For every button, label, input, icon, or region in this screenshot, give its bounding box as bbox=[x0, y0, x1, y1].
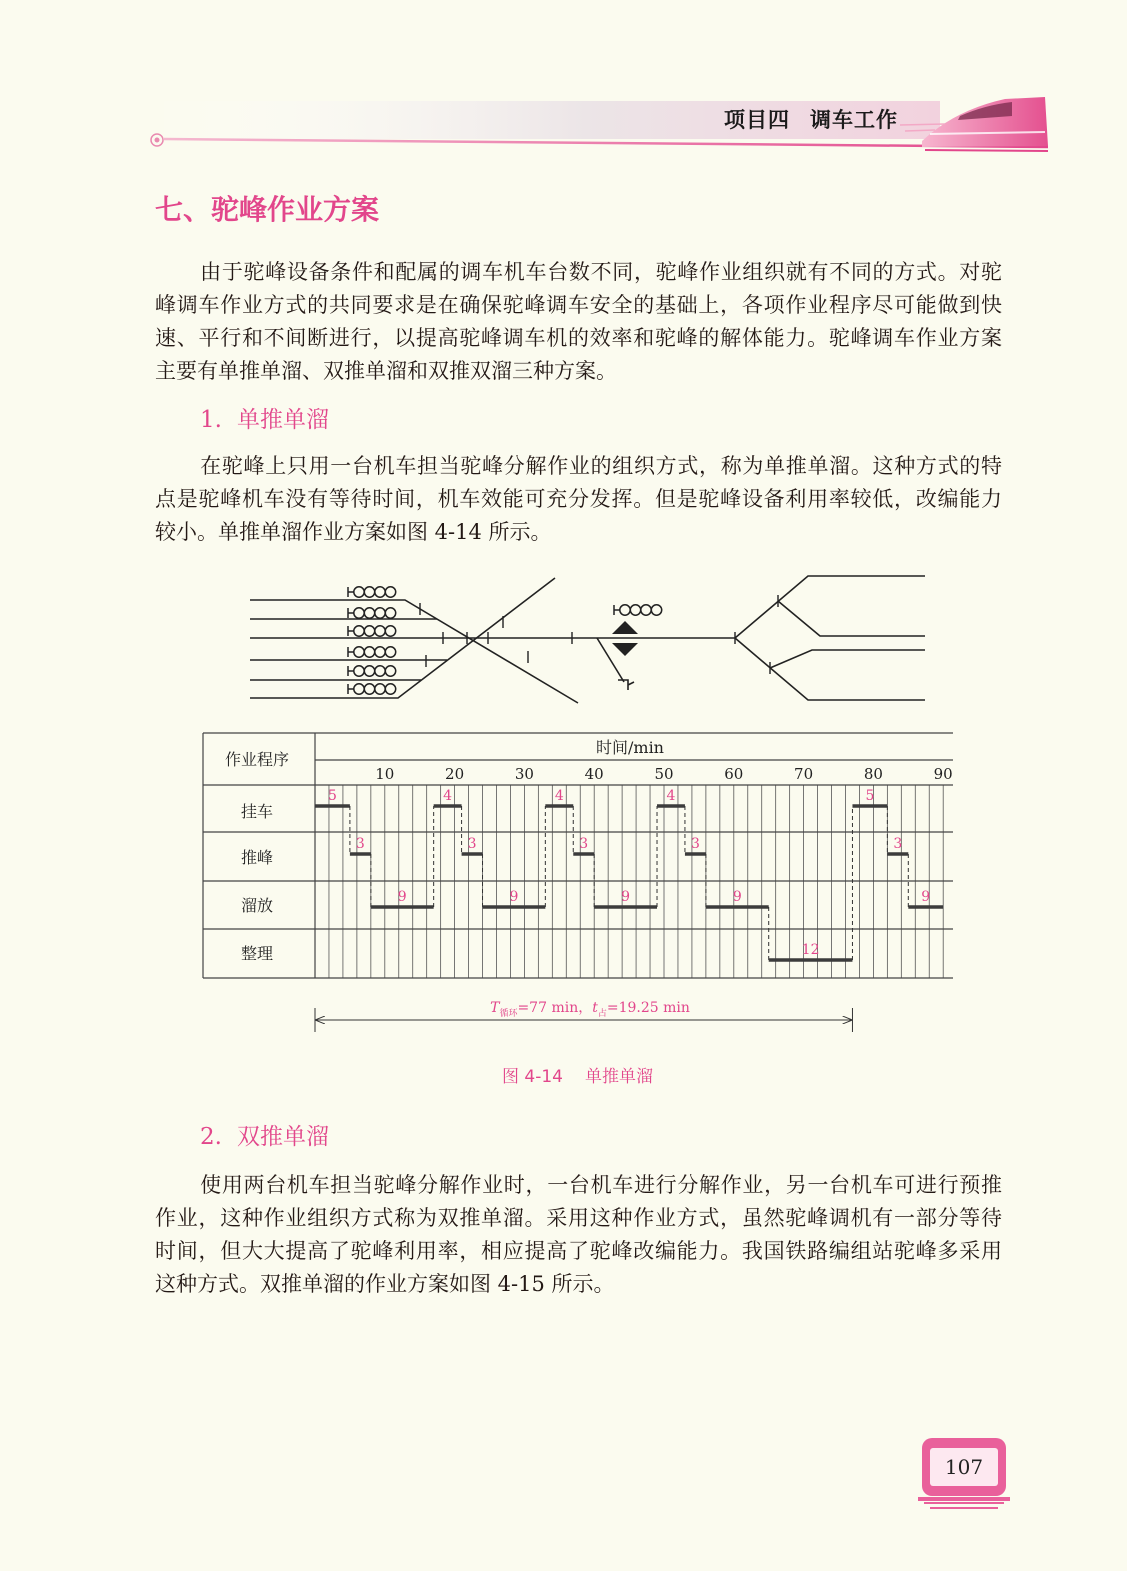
track-line bbox=[735, 576, 925, 638]
badge-wheels-icon bbox=[924, 1503, 1004, 1508]
subsection-title: 双推单溜 bbox=[237, 1124, 329, 1150]
classification-track-fan bbox=[735, 576, 925, 700]
cycle-T-subscript: 循环 bbox=[499, 1009, 518, 1019]
paragraph-line: 点是驼峰机车没有等待时间，机车效能可充分发挥。但是驼峰设备利用率较低，改编能力 bbox=[155, 487, 1002, 511]
operation-duration-label: 3 bbox=[893, 836, 903, 852]
operation-duration-label: 4 bbox=[666, 788, 676, 804]
page-number: 107 bbox=[944, 1455, 984, 1479]
cycle-T-value: =77 min， bbox=[517, 1000, 593, 1016]
paragraph-line: 较小。单推单溜作业方案如图 4-14 所示。 bbox=[155, 520, 552, 544]
paragraph-line: 主要有单推单溜、双推单溜和双推双溜三种方案。 bbox=[155, 359, 617, 383]
time-tick-label: 90 bbox=[933, 765, 953, 783]
operation-bars bbox=[315, 788, 943, 960]
cycle-t-value: =19.25 min bbox=[606, 1000, 690, 1016]
row-label-tidying: 整理 bbox=[240, 944, 274, 963]
row-label-coupling: 挂车 bbox=[240, 802, 274, 821]
track-line bbox=[778, 601, 925, 636]
row-header-label: 作业程序 bbox=[224, 750, 290, 769]
operation-duration-label: 3 bbox=[467, 836, 477, 852]
row-label-pushing: 推峰 bbox=[240, 848, 274, 867]
operation-duration-label: 5 bbox=[865, 788, 875, 804]
cycle-T-symbol: T bbox=[490, 1000, 500, 1016]
figure-number: 图 4-14 bbox=[502, 1067, 563, 1087]
section-intro-paragraph bbox=[155, 256, 1002, 388]
header-bullet-dot bbox=[155, 138, 160, 143]
wagon-group-icon bbox=[348, 684, 396, 694]
operation-duration-label: 4 bbox=[443, 788, 453, 804]
operation-duration-label: 9 bbox=[921, 889, 931, 905]
hump-yard-track-diagram bbox=[245, 570, 935, 710]
operation-duration-label: 4 bbox=[554, 788, 564, 804]
operation-duration-label: 12 bbox=[801, 942, 820, 958]
cycle-t-symbol: t bbox=[592, 1000, 598, 1016]
time-tick-label: 10 bbox=[375, 765, 395, 783]
operation-duration-label: 3 bbox=[690, 836, 700, 852]
page-number-badge bbox=[915, 1432, 1015, 1514]
hump-up-triangle-icon bbox=[612, 621, 638, 634]
operation-duration-label: 9 bbox=[621, 889, 631, 905]
cycle-annotation bbox=[490, 1000, 690, 1019]
operation-duration-label: 9 bbox=[397, 889, 407, 905]
subsection-2-paragraph bbox=[155, 1169, 1002, 1301]
track-line bbox=[735, 638, 925, 700]
time-tick-label: 20 bbox=[445, 765, 465, 783]
chapter-label: 项目四 bbox=[724, 108, 790, 132]
wagon-group-icon bbox=[348, 608, 396, 618]
wagon-group-icon bbox=[348, 666, 396, 676]
operation-duration-label: 9 bbox=[732, 889, 742, 905]
wagon-group-icon bbox=[348, 587, 396, 597]
track-line bbox=[770, 650, 925, 668]
time-tick-label: 70 bbox=[794, 765, 814, 783]
time-tick-label: 80 bbox=[863, 765, 883, 783]
wagon-group-icon bbox=[348, 626, 396, 636]
subsection-heading-1 bbox=[200, 407, 329, 433]
paragraph-line: 在驼峰上只用一台机车担当驼峰分解作业的组织方式，称为单推单溜。这种方式的特 bbox=[200, 454, 1002, 478]
subsection-1-paragraph bbox=[155, 450, 1002, 549]
figure-caption bbox=[502, 1066, 653, 1088]
paragraph-line: 这种方式。双推单溜的作业方案如图 4-15 所示。 bbox=[155, 1272, 615, 1296]
subsection-number: 1. bbox=[200, 407, 222, 433]
operation-duration-label: 3 bbox=[579, 836, 589, 852]
subsection-title: 单推单溜 bbox=[237, 407, 329, 433]
header-rule bbox=[164, 139, 1048, 147]
shunting-schedule-chart bbox=[195, 725, 965, 1045]
time-tick-label: 50 bbox=[654, 765, 674, 783]
section-title: 七、驼峰作业方案 bbox=[155, 193, 380, 226]
paragraph-line: 作业，这种作业组织方式称为双推单溜。采用这种作业方式，虽然驼峰调机有一部分等待 bbox=[155, 1206, 1002, 1230]
time-tick-label: 60 bbox=[724, 765, 744, 783]
time-tick-label: 40 bbox=[584, 765, 604, 783]
time-tick-labels bbox=[375, 765, 952, 783]
chapter-title: 调车工作 bbox=[810, 108, 898, 132]
paragraph-line: 速、平行和不间断进行，以提高驼峰调车机的效率和驼峰的解体能力。驼峰调车作业方案 bbox=[155, 326, 1002, 350]
subsection-number: 2. bbox=[200, 1124, 222, 1150]
hump-down-triangle-icon bbox=[612, 643, 638, 656]
header-decoration bbox=[145, 85, 1055, 160]
subsection-heading-2 bbox=[200, 1124, 329, 1150]
operation-duration-label: 9 bbox=[509, 889, 519, 905]
wagon-group-icon bbox=[348, 647, 396, 657]
operation-duration-label: 3 bbox=[355, 836, 365, 852]
paragraph-line: 时间，但大大提高了驼峰利用率，相应提高了驼峰改编能力。我国铁路编组站驼峰多采用 bbox=[155, 1239, 1002, 1263]
badge-rail bbox=[918, 1497, 1010, 1501]
figure-title: 单推单溜 bbox=[585, 1067, 653, 1087]
paragraph-line: 峰调车作业方式的共同要求是在确保驼峰调车安全的基础上，各项作业程序尽可能做到快 bbox=[155, 293, 1002, 317]
paragraph-line: 由于驼峰设备条件和配属的调车机车台数不同，驼峰作业组织就有不同的方式。对驼 bbox=[200, 260, 1002, 284]
operation-duration-label: 5 bbox=[327, 788, 337, 804]
paragraph-line: 使用两台机车担当驼峰分解作业时，一台机车进行分解作业，另一台机车可进行预推 bbox=[200, 1173, 1002, 1197]
receiving-tracks bbox=[250, 578, 735, 703]
insulated-joint-marks bbox=[420, 595, 778, 674]
time-tick-label: 30 bbox=[514, 765, 534, 783]
wagon-group-icon bbox=[614, 605, 662, 615]
cycle-t-subscript: 占 bbox=[597, 1009, 607, 1019]
track-line bbox=[250, 600, 578, 703]
row-label-humping: 溜放 bbox=[240, 896, 274, 915]
time-axis-label: 时间/min bbox=[596, 738, 664, 757]
